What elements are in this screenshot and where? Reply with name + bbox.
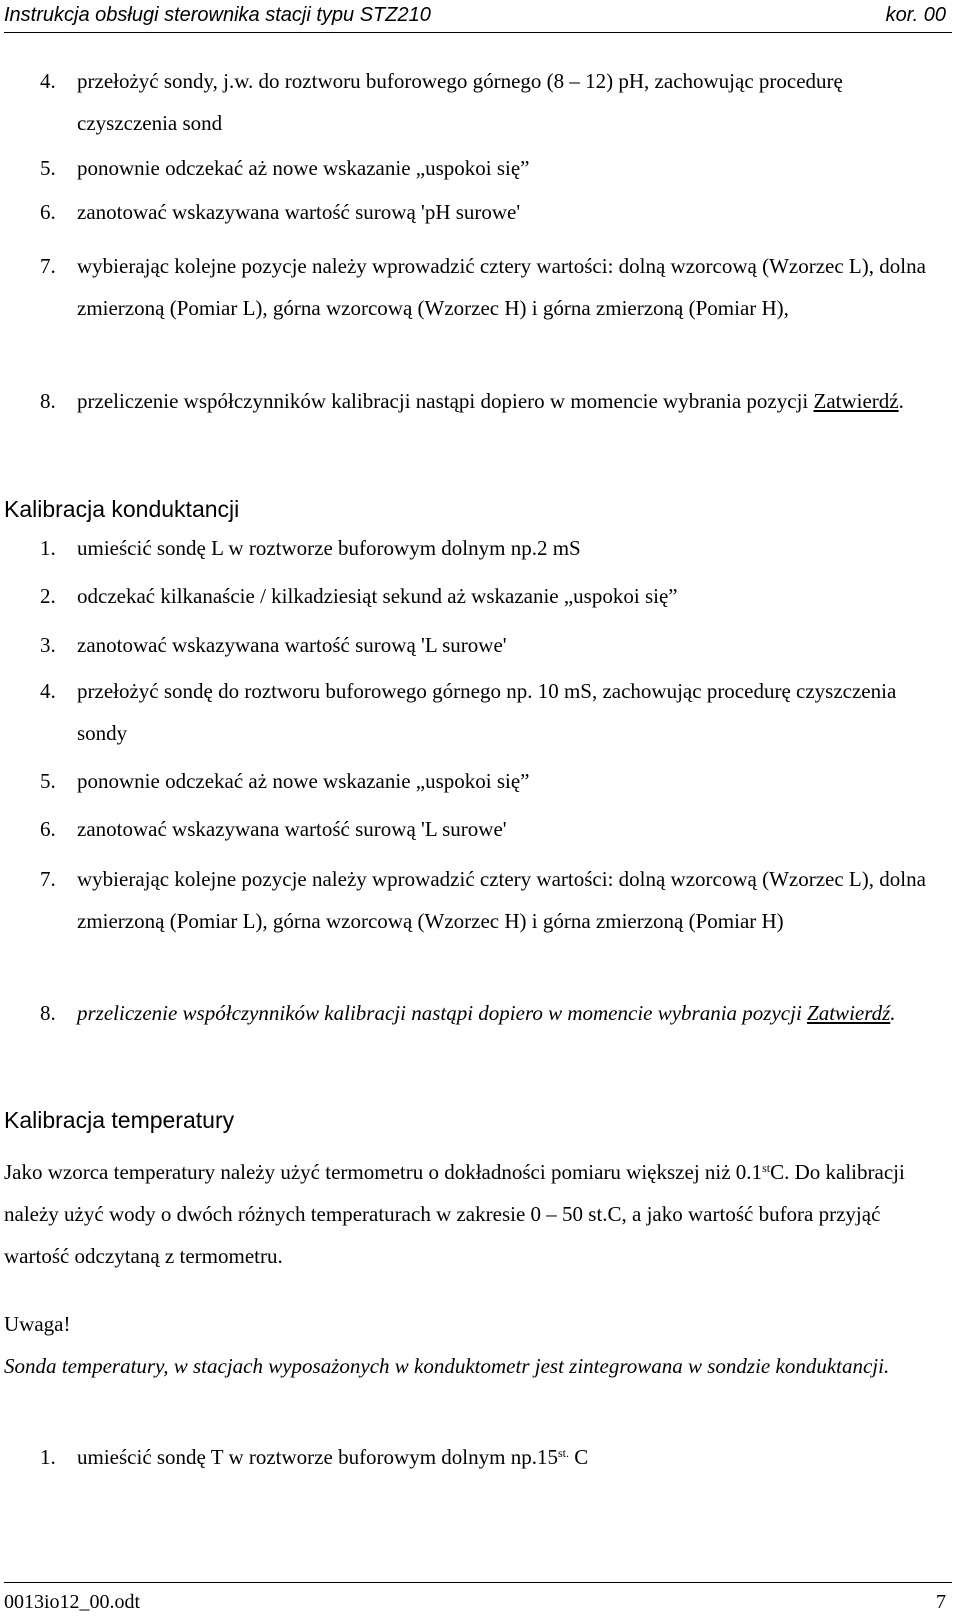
list-item: 7. wybierając kolejne pozycje należy wprowadzić cztery wartości: dolną wzorcową (Wzorzec L), dolna zmierzoną (Pomiar L), górna wzorcową (Wzorzec H) i górna zmierzoną (Pomiar H) [40,867,926,933]
list-item: 1. umieścić sondę T w roztworze buforowym dolnym $np.15^{st.}$ C [40,1445,589,1469]
list-item: 5. ponownie odczekać aż nowe wskazanie „uspokoi się” [40,156,530,180]
list-item: 1. umieścić sondę L w roztworze buforowym dolnym np.2 mS [40,536,581,560]
list-item: 5. ponownie odczekać aż nowe wskazanie „uspokoi się” [40,769,530,793]
confirm-link: Zatwierdź [807,1001,891,1025]
section-heading-conductance: Kalibracja konduktancji [4,496,240,522]
header-version: kor. 00 [885,4,946,26]
list-item: 3. zanotować wskazywana wartość surową 'L surowe' [40,633,507,657]
list-item: 7. wybierając kolejne pozycje należy wprowadzić cztery wartości: dolną wzorcową (Wzorzec L), dolna zmierzoną (Pomiar L), górna wzorcową (Wzorzec H) i górna zmierzoną (Pomiar H), [40,254,926,320]
page-footer [4,1582,952,1613]
page-number: 7 [936,1591,946,1613]
header-title: Instrukcja obsługi sterownika stacji typu STZ210 [4,4,431,26]
list-item: 6. zanotować wskazywana wartość surową 'pH surowe' [40,200,521,224]
page-header [4,2,952,33]
section-heading-temperature: Kalibracja temperatury [4,1107,235,1133]
note-label: Uwaga! [4,1312,71,1336]
list-item: 4. przełożyć sondy, j.w. do roztworu buforowego górnego (8 – 12) pH, zachowując procedurę czyszczenia sond [40,69,843,135]
footer-filename: 0013io12_00.odt [4,1591,141,1613]
list-item: 8. przeliczenie współczynników kalibracji nastąpi dopiero w momencie wybrania pozycji Zatwierdź. [40,1001,896,1025]
note-text: Sonda temperatury, w stacjach wyposażonych w konduktometr jest zintegrowana w sondzie konduktancji. [4,1354,890,1378]
list-item: 6. zanotować wskazywana wartość surową 'L surowe' [40,817,507,841]
list-item: 8. przeliczenie współczynników kalibracji nastąpi dopiero w momencie wybrania pozycji Zatwierdź. [40,389,904,413]
list-item: 4. przełożyć sondę do roztworu buforowego górnego np. 10 mS, zachowując procedurę czyszczenia sondy [40,679,897,745]
confirm-link: Zatwierdź [813,389,899,413]
temperature-paragraph: Jako wzorca temperatury należy użyć termometru o dokładności pomiaru większej niż 0.1stC. Do kalibracji należy użyć wody o dwóch różnych temperaturach w zakresie 0 – 50 st.C, a jako wartość bufora przyjąć wartość odczytaną z termometru. [4,1160,905,1268]
list-item: 2. odczekać kilkanaście / kilkadziesiąt sekund aż wskazanie „uspokoi się” [40,584,678,608]
